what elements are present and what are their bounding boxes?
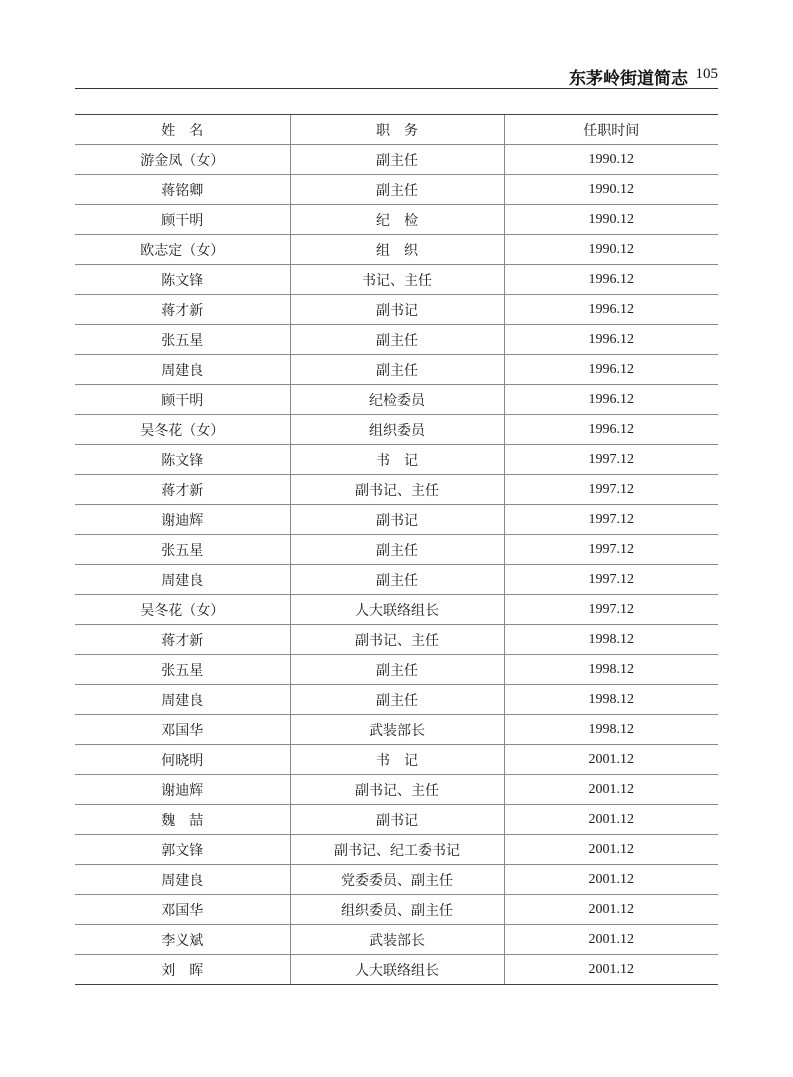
- cell-date: 1998.12: [504, 715, 718, 745]
- cell-name: 何晓明: [75, 745, 290, 775]
- cell-name: 蒋才新: [75, 475, 290, 505]
- cell-name: 游金凤（女）: [75, 145, 290, 175]
- table-row: [75, 925, 718, 955]
- cell-position: 副书记: [290, 505, 504, 535]
- cell-position: 纪 检: [290, 205, 504, 235]
- cell-position: 武装部长: [290, 925, 504, 955]
- table-row: [75, 385, 718, 415]
- cell-position: 副书记: [290, 295, 504, 325]
- cell-name: 邓国华: [75, 715, 290, 745]
- cell-name: 蒋才新: [75, 295, 290, 325]
- cell-position: 党委委员、副主任: [290, 865, 504, 895]
- cell-name: 陈文锋: [75, 265, 290, 295]
- cell-date: 1998.12: [504, 685, 718, 715]
- cell-name: 谢迪辉: [75, 775, 290, 805]
- running-header: [75, 62, 718, 89]
- cell-name: 周建良: [75, 565, 290, 595]
- cell-name: 周建良: [75, 685, 290, 715]
- cell-date: 1990.12: [504, 145, 718, 175]
- cell-date: 1996.12: [504, 355, 718, 385]
- cell-date: 1997.12: [504, 505, 718, 535]
- table-row: [75, 895, 718, 925]
- table-row: [75, 175, 718, 205]
- cell-name: 刘 晖: [75, 955, 290, 985]
- table-row: [75, 505, 718, 535]
- cell-position: 书 记: [290, 445, 504, 475]
- officials-table-container: [75, 114, 718, 985]
- cell-date: 1990.12: [504, 205, 718, 235]
- cell-name: 张五星: [75, 535, 290, 565]
- cell-name: 顾干明: [75, 205, 290, 235]
- cell-position: 副书记、主任: [290, 475, 504, 505]
- cell-position: 纪检委员: [290, 385, 504, 415]
- cell-date: 1996.12: [504, 325, 718, 355]
- cell-date: 2001.12: [504, 745, 718, 775]
- cell-position: 副主任: [290, 535, 504, 565]
- table-row: [75, 955, 718, 985]
- cell-name: 张五星: [75, 325, 290, 355]
- table-row: [75, 325, 718, 355]
- table-row: [75, 775, 718, 805]
- table-row: [75, 835, 718, 865]
- table-row: [75, 565, 718, 595]
- header-row: [75, 115, 718, 145]
- cell-date: 1990.12: [504, 175, 718, 205]
- cell-date: 2001.12: [504, 925, 718, 955]
- table-row: [75, 295, 718, 325]
- cell-position: 书记、主任: [290, 265, 504, 295]
- cell-name: 李义斌: [75, 925, 290, 955]
- table-row: [75, 805, 718, 835]
- cell-date: 1997.12: [504, 535, 718, 565]
- cell-name: 郭文锋: [75, 835, 290, 865]
- cell-position: 组 织: [290, 235, 504, 265]
- table-row: [75, 625, 718, 655]
- cell-position: 副书记: [290, 805, 504, 835]
- table-row: [75, 205, 718, 235]
- cell-date: 2001.12: [504, 805, 718, 835]
- cell-date: 1998.12: [504, 655, 718, 685]
- cell-name: 蒋才新: [75, 625, 290, 655]
- cell-position: 副主任: [290, 145, 504, 175]
- cell-date: 2001.12: [504, 775, 718, 805]
- cell-name: 周建良: [75, 355, 290, 385]
- table-row: [75, 715, 718, 745]
- officials-table: [75, 114, 718, 985]
- cell-name: 吴冬花（女）: [75, 595, 290, 625]
- cell-date: 2001.12: [504, 895, 718, 925]
- table-row: [75, 865, 718, 895]
- cell-position: 组织委员: [290, 415, 504, 445]
- cell-position: 人大联络组长: [290, 595, 504, 625]
- table-header: [75, 115, 718, 145]
- table-row: [75, 265, 718, 295]
- cell-position: 书 记: [290, 745, 504, 775]
- cell-name: 周建良: [75, 865, 290, 895]
- cell-name: 吴冬花（女）: [75, 415, 290, 445]
- cell-position: 副主任: [290, 355, 504, 385]
- table-row: [75, 355, 718, 385]
- table-row: [75, 475, 718, 505]
- cell-date: 2001.12: [504, 865, 718, 895]
- cell-date: 1990.12: [504, 235, 718, 265]
- table-row: [75, 745, 718, 775]
- cell-position: 副主任: [290, 325, 504, 355]
- cell-date: 1996.12: [504, 265, 718, 295]
- cell-position: 组织委员、副主任: [290, 895, 504, 925]
- cell-name: 魏 喆: [75, 805, 290, 835]
- cell-date: 1996.12: [504, 295, 718, 325]
- cell-position: 副书记、纪工委书记: [290, 835, 504, 865]
- cell-date: 1998.12: [504, 625, 718, 655]
- cell-position: 副书记、主任: [290, 625, 504, 655]
- table-row: [75, 655, 718, 685]
- cell-date: 1997.12: [504, 595, 718, 625]
- cell-position: 副书记、主任: [290, 775, 504, 805]
- cell-name: 邓国华: [75, 895, 290, 925]
- table-row: [75, 595, 718, 625]
- book-title: 东茅岭街道简志: [569, 69, 688, 89]
- cell-position: 副主任: [290, 685, 504, 715]
- column-header-position: 职 务: [290, 115, 504, 145]
- table-row: [75, 415, 718, 445]
- cell-date: 2001.12: [504, 955, 718, 985]
- cell-position: 人大联络组长: [290, 955, 504, 985]
- cell-name: 张五星: [75, 655, 290, 685]
- cell-date: 1997.12: [504, 565, 718, 595]
- cell-date: 1997.12: [504, 475, 718, 505]
- cell-position: 副主任: [290, 175, 504, 205]
- cell-date: 1997.12: [504, 445, 718, 475]
- column-header-date: 任职时间: [504, 115, 718, 145]
- cell-name: 欧志定（女）: [75, 235, 290, 265]
- cell-date: 2001.12: [504, 835, 718, 865]
- cell-name: 蒋铭卿: [75, 175, 290, 205]
- table-row: [75, 535, 718, 565]
- table-row: [75, 685, 718, 715]
- cell-position: 副主任: [290, 565, 504, 595]
- cell-date: 1996.12: [504, 385, 718, 415]
- table-row: [75, 235, 718, 265]
- page-number: 105: [695, 66, 718, 82]
- cell-name: 陈文锋: [75, 445, 290, 475]
- table-row: [75, 145, 718, 175]
- cell-position: 武装部长: [290, 715, 504, 745]
- table-row: [75, 445, 718, 475]
- cell-date: 1996.12: [504, 415, 718, 445]
- column-header-name: 姓 名: [75, 115, 290, 145]
- table-body: [75, 145, 718, 985]
- cell-name: 谢迪辉: [75, 505, 290, 535]
- cell-name: 顾干明: [75, 385, 290, 415]
- cell-position: 副主任: [290, 655, 504, 685]
